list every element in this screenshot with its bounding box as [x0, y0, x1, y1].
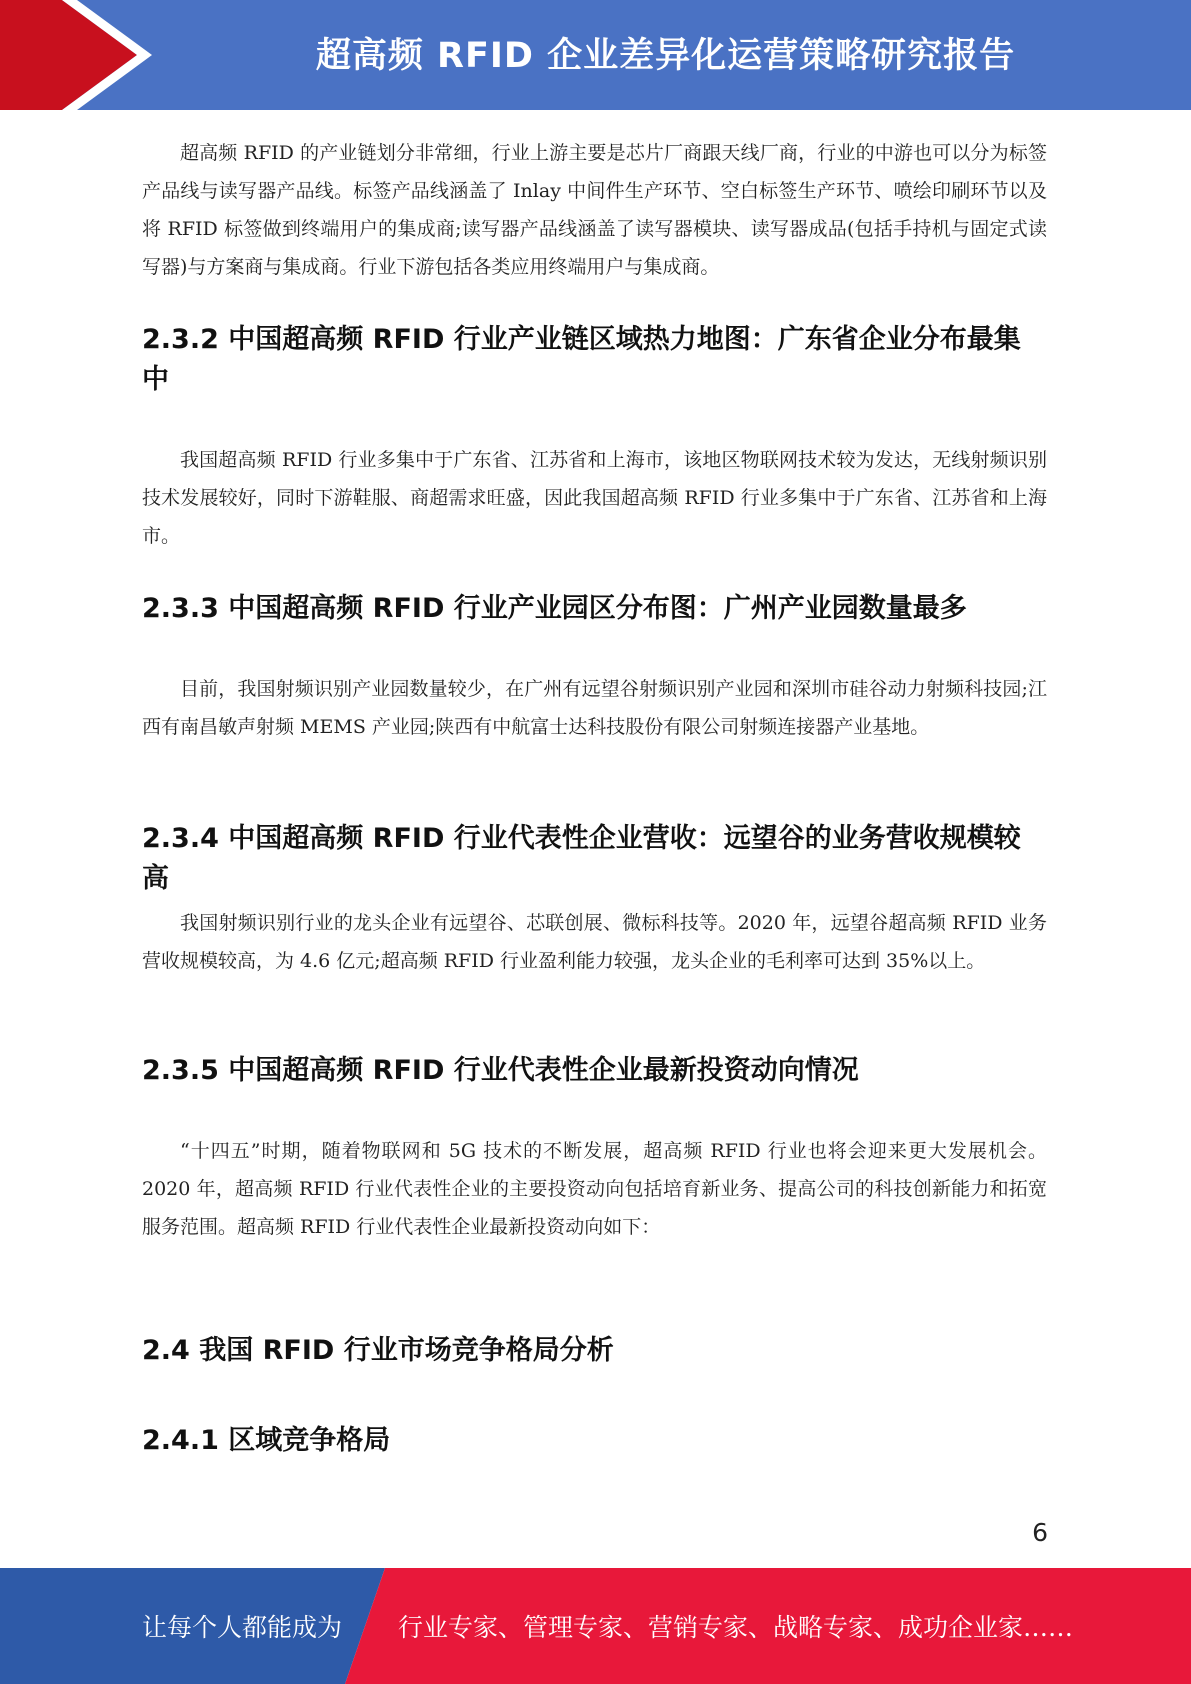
section-2-3-5-heading: 2.3.5 中国超高频 RFID 行业代表性企业最新投资动向情况	[142, 1055, 859, 1086]
section-2-3-4-heading: 2.3.4 中国超高频 RFID 行业代表性企业营收：远望谷的业务营收规模较高	[142, 823, 1021, 894]
footer-slogan-left: 让每个人都能成为	[142, 1613, 343, 1642]
header-arrow-decoration	[0, 0, 160, 110]
intro-paragraph: 超高频 RFID 的产业链划分非常细，行业上游主要是芯片厂商跟天线厂商，行业的中游也可以分为标签产品线与读写器产品线。标签产品线涵盖了 Inlay 中间件生产环节、空白标签生产环节、喷绘印刷环节以及将 RFID 标签做到终端用户的集成商;读写器产品线涵盖了读写器模块、读写器成品(包括手持机与固定式读写器)与方案商与集成商。行业下游包括各类应用终端用户与集成商。	[142, 142, 1047, 278]
footer-slogan-right: 行业专家、管理专家、营销专家、战略专家、成功企业家……	[398, 1613, 1074, 1642]
section-2-3-5-paragraph: “十四五”时期，随着物联网和 5G 技术的不断发展，超高频 RFID 行业也将会迎来更大发展机会。2020 年，超高频 RFID 行业代表性企业的主要投资动向包括培育新业务、提高公司的科技创新能力和拓宽服务范围。超高频 RFID 行业代表性企业最新投资动向如下：	[142, 1140, 1047, 1238]
page-header	[0, 0, 1191, 110]
section-2-4-1-heading: 2.4.1 区域竞争格局	[142, 1425, 391, 1456]
page-footer	[0, 1568, 1191, 1684]
section-2-4-heading: 2.4 我国 RFID 行业市场竞争格局分析	[142, 1335, 614, 1366]
report-title: 超高频 RFID 企业差异化运营策略研究报告	[315, 36, 1016, 76]
section-2-3-3-paragraph: 目前，我国射频识别产业园数量较少，在广州有远望谷射频识别产业园和深圳市硅谷动力射频科技园;江西有南昌敏声射频 MEMS 产业园;陕西有中航富士达科技股份有限公司射频连接器产业基地。	[142, 678, 1047, 738]
section-2-3-4-paragraph: 我国射频识别行业的龙头企业有远望谷、芯联创展、微标科技等。2020 年，远望谷超高频 RFID 业务营收规模较高，为 4.6 亿元;超高频 RFID 行业盈利能力较强，龙头企业的毛利率可达到 35%以上。	[142, 912, 1047, 972]
page-number: 6	[1032, 1518, 1048, 1547]
section-2-3-3-heading: 2.3.3 中国超高频 RFID 行业产业园区分布图：广州产业园数量最多	[142, 593, 967, 624]
section-2-3-2-heading: 2.3.2 中国超高频 RFID 行业产业链区域热力地图：广东省企业分布最集中	[142, 324, 1021, 395]
section-2-3-2-paragraph: 我国超高频 RFID 行业多集中于广东省、江苏省和上海市，该地区物联网技术较为发达，无线射频识别技术发展较好，同时下游鞋服、商超需求旺盛，因此我国超高频 RFID 行业多集中于广东省、江苏省和上海市。	[142, 449, 1047, 547]
